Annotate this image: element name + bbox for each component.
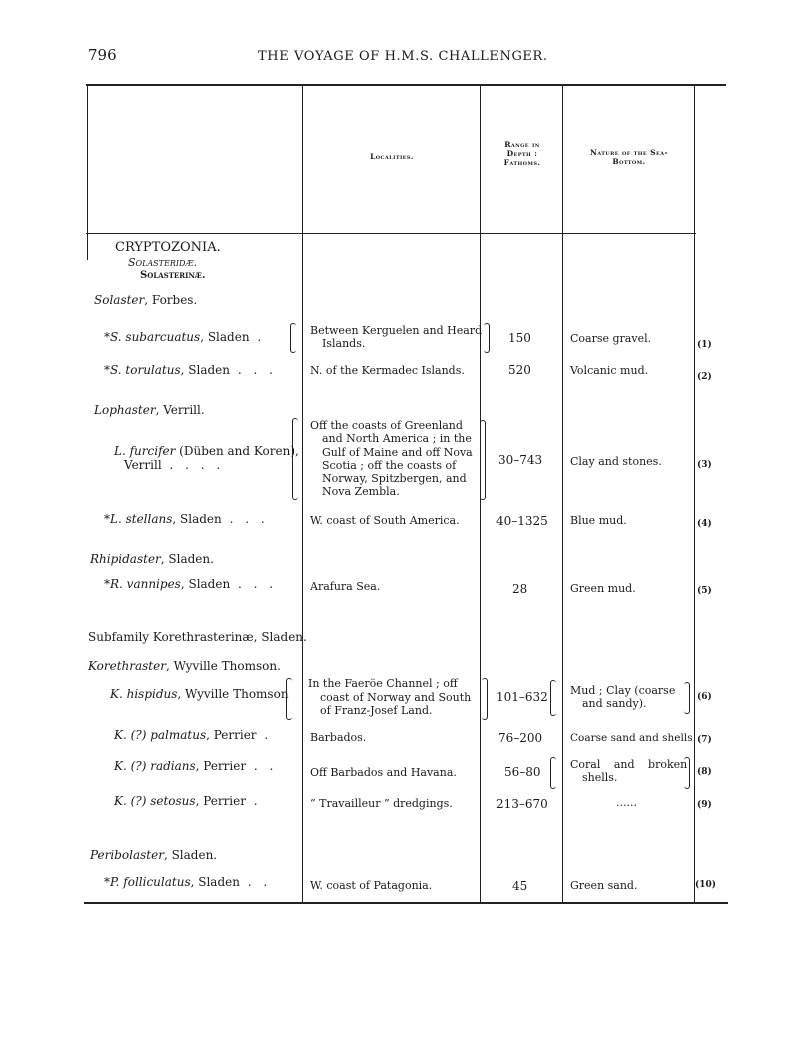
brace [286,678,292,720]
species-name: *L. stellans [104,512,173,526]
col-header-localities: Localities. [370,152,414,161]
species-cell: *S. subarcuatus, Sladen . [104,330,266,344]
depth-cell: 520 [508,363,531,377]
note-ref: (3) [697,460,712,470]
species-name: *S. subarcuatus [104,330,201,344]
locality-cell [310,324,482,350]
note-ref: (6) [697,692,712,702]
brace [484,323,490,353]
species-cell: K. (?) radians, Perrier . . [114,759,278,773]
locality-line: Nova Zembla. [322,485,400,499]
column-rule [87,84,88,260]
bottom-cell: Clay and stones. [570,455,662,468]
family-heading: Solasteridæ. [128,256,197,269]
species-author: , Wyville Thomson [177,687,289,701]
brace [550,757,556,789]
species-author: , Sladen [190,875,240,889]
table-top-rule [86,84,726,86]
genus-name: Peribolaster [90,848,164,862]
species-name: *S. torulatus [104,363,181,377]
genus-name: Lophaster [94,403,156,417]
genus-heading [90,552,214,566]
column-rule [694,86,695,902]
genus-heading [88,659,281,673]
bottom-cell: Coarse gravel. [570,332,652,345]
species-cell: L. furcifer (Düben and Koren), Verrill . . . . [114,444,299,472]
note-ref: (1) [697,340,712,350]
species-author: , Perrier [195,794,246,808]
species-name: K. (?) palmatus [114,728,207,742]
col-header-range-line: Fathoms. [503,158,541,167]
species-author: (Düben and Koren), [175,444,299,458]
locality-cell: Off Barbados and Havana. [310,766,457,779]
locality-line: Off the coasts of Greenland [310,419,463,432]
species-name: L. furcifer [114,444,176,458]
depth-cell: 76–200 [498,731,543,745]
note-ref: (7) [697,735,712,745]
brace [684,682,690,714]
genus-heading [90,848,217,862]
note-ref: (10) [695,880,717,890]
column-rule [562,86,563,902]
brace [480,420,486,500]
brace [684,757,690,789]
brace [550,680,556,716]
column-rule [302,86,303,902]
genus-name: Korethraster [88,659,166,673]
bottom-cell: Green mud. [570,582,636,595]
genus-author: , Verrill. [155,403,205,417]
bottom-cell [570,684,675,710]
brace [290,323,296,353]
table-bottom-rule [84,902,728,904]
locality-line: coast of Norway and South [320,690,472,704]
species-author: , Sladen [200,330,250,344]
species-author: , Perrier [206,728,257,742]
depth-cell: 101–632 [496,690,548,704]
bottom-cell: Coarse sand and shells. [570,732,696,744]
bottom-cell: ...... [616,796,637,809]
bottom-line: and sandy). [582,697,647,710]
bottom-line: Mud ; Clay (coarse [570,684,676,697]
header-bottom-rule [86,233,696,234]
species-author: , Sladen [180,363,230,377]
note-ref: (8) [697,767,712,777]
locality-line: Between Kerguelen and Heard [310,324,483,337]
depth-cell: 40–1325 [496,514,548,528]
genus-name: Solaster [94,293,145,307]
species-name: *P. folliculatus [104,875,191,889]
col-header-bottom [564,148,694,166]
genus-heading [94,403,205,417]
col-header-bottom-line: Nature of the Sea- [590,148,668,157]
genus-name: Rhipidaster [90,552,161,566]
species-author: , Sladen [180,577,231,591]
locality-line: Islands. [322,337,366,350]
species-name: K. hispidus [110,687,178,701]
note-ref: (9) [697,800,712,810]
col-header-bottom-line: Bottom. [612,157,646,166]
note-ref: (5) [697,586,712,596]
species-cell [110,687,289,701]
locality-line: Gulf of Maine and off Nova [322,445,473,459]
subfamily-heading: Solasterinæ. [140,270,206,281]
species-name: K. (?) setosus [114,794,196,808]
locality-cell: N. of the Kermadec Islands. [310,364,465,377]
species-author: Verrill [124,458,162,472]
locality-cell: Arafura Sea. [310,580,381,593]
species-cell: K. (?) setosus, Perrier . [114,794,262,808]
col-header-range-line: Range in [504,140,540,149]
col-header-range-line: Depth : [506,149,538,158]
bottom-line: shells. [582,771,618,784]
bottom-line: Coral and broken [570,758,688,771]
species-name: *R. vannipes [104,577,181,591]
locality-cell: W. coast of Patagonia. [310,879,433,892]
species-name: K. (?) radians [114,759,196,773]
depth-cell: 213–670 [496,797,548,811]
running-title: THE VOYAGE OF H.M.S. CHALLENGER. [258,49,548,64]
bottom-cell: Volcanic mud. [570,364,649,377]
species-cell: K. (?) palmatus, Perrier . [114,728,273,742]
page-number: 796 [88,46,117,64]
brace [292,418,298,500]
genus-author: , Sladen. [163,848,218,862]
locality-line: Scotia ; off the coasts of [322,458,457,472]
locality-cell: “ Travailleur ” dredgings. [310,797,453,810]
order-heading: CRYPTOZONIA. [115,240,221,255]
bottom-cell [570,758,687,784]
depth-cell: 56–80 [504,765,541,779]
locality-cell [308,677,471,718]
species-cell: *S. torulatus, Sladen . . . [104,363,277,377]
locality-line: In the Faeröe Channel ; off [308,677,458,690]
species-cell: *L. stellans, Sladen . . . [104,512,269,526]
subfamily-heading: Subfamily Korethrasterinæ, Sladen. [88,630,307,644]
locality-cell: W. coast of South America. [310,514,460,527]
locality-cell [310,419,473,499]
species-author: , Perrier [195,759,247,773]
brace [482,678,488,720]
locality-cell: Barbados. [310,731,367,744]
locality-line: of Franz-Josef Land. [320,704,433,717]
note-ref: (2) [697,372,712,382]
bottom-cell: Blue mud. [570,514,627,527]
bottom-cell: Green sand. [570,879,638,892]
locality-line: and North America ; in the [322,432,472,446]
genus-heading [94,293,197,307]
depth-cell: 30–743 [498,453,543,467]
note-ref: (4) [697,519,712,529]
species-author: , Sladen [172,512,222,526]
locality-line: Norway, Spitzbergen, and [322,472,467,486]
col-header-range [482,140,562,167]
species-cell: *R. vannipes, Sladen . . . [104,577,278,591]
genus-author: , Wyville Thomson. [165,659,281,673]
depth-cell: 45 [512,879,528,893]
genus-author: , Sladen. [160,552,214,566]
genus-author: , Forbes. [144,293,198,307]
depth-cell: 150 [508,331,531,345]
depth-cell: 28 [512,582,528,596]
species-cell: *P. folliculatus, Sladen . . [104,875,272,889]
